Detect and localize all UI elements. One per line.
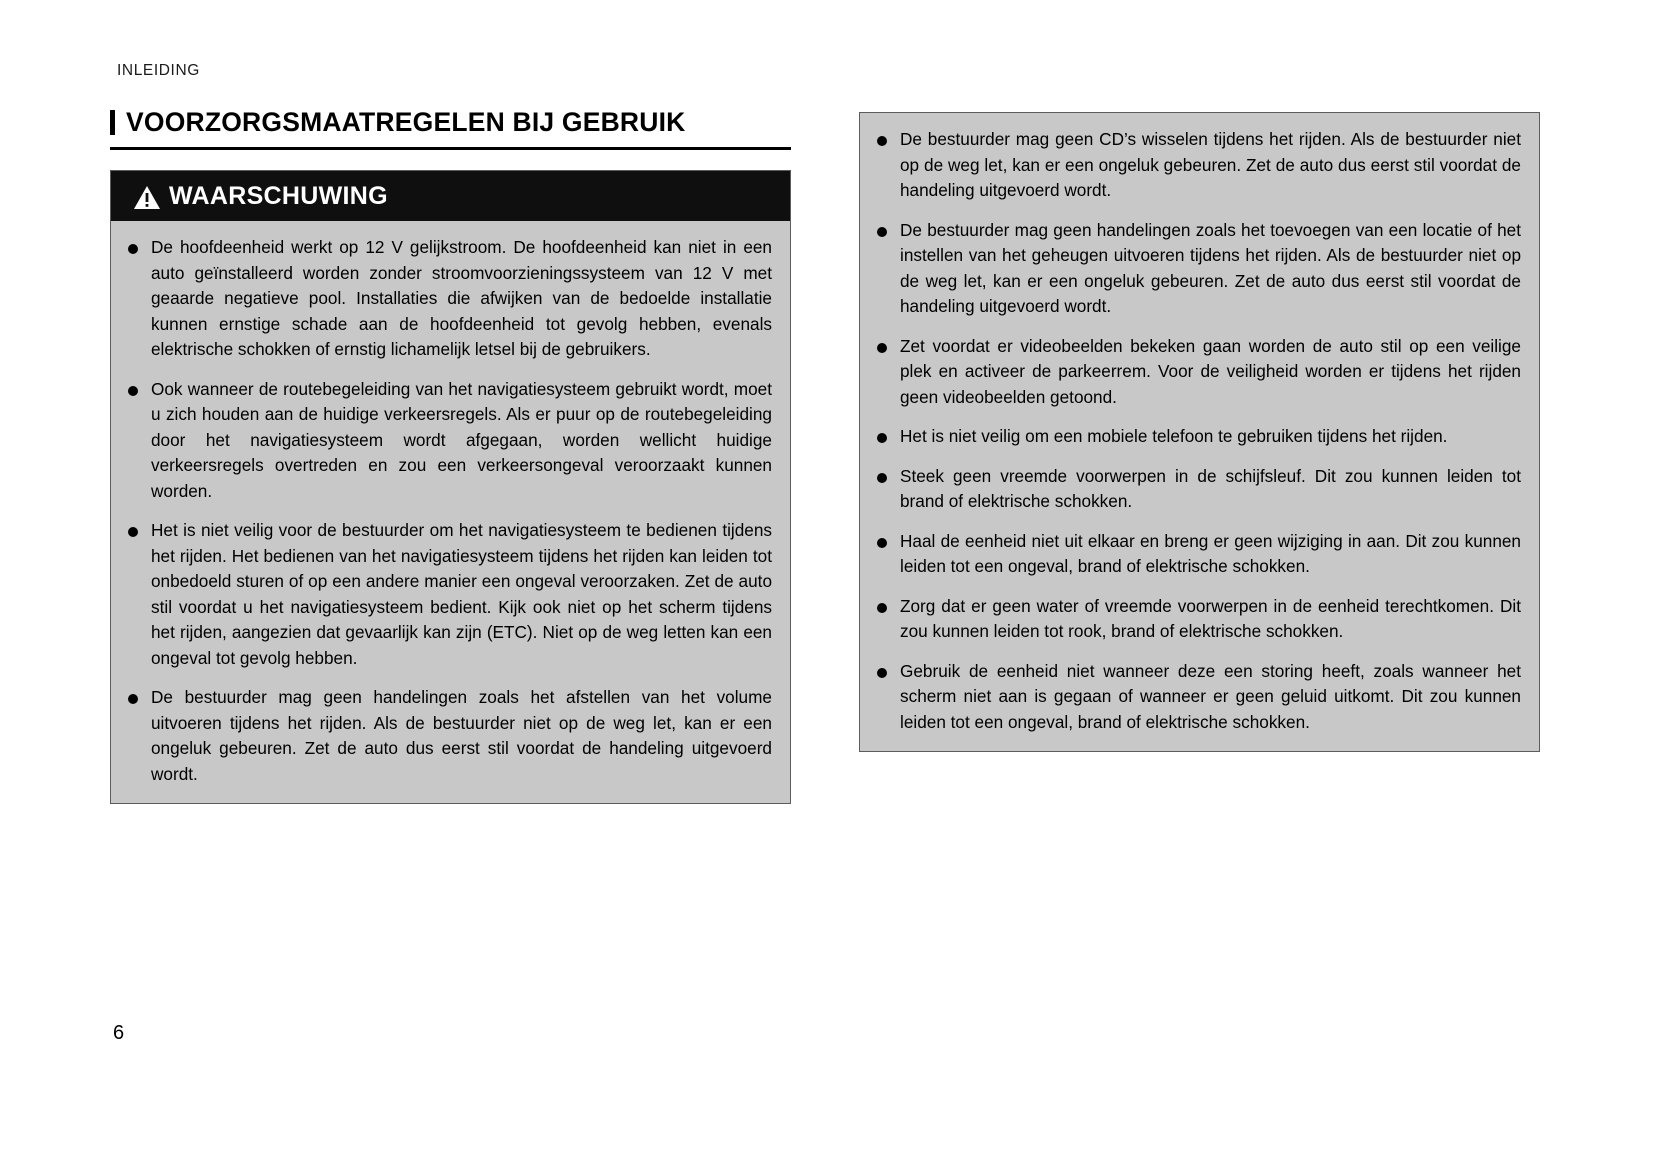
warning-title: WAARSCHUWING bbox=[169, 181, 388, 210]
list-item: Steek geen vreemde voorwerpen in de schijfsleuf. Dit zou kunnen leiden tot brand of elektrische schokken. bbox=[874, 464, 1521, 515]
list-item: De bestuurder mag geen handelingen zoals het toevoegen van een locatie of het instellen van het geheugen uitvoeren tijdens het rijden. Als de bestuurder niet op de weg let, kan er een ongeluk gebeuren. Zet de auto dus eerst stil voordat de handeling uitgevoerd wordt. bbox=[874, 218, 1521, 320]
warning-list bbox=[125, 235, 772, 787]
warning-header bbox=[111, 171, 790, 221]
list-item: De bestuurder mag geen CD’s wisselen tijdens het rijden. Als de bestuurder niet op de weg let, kan er een ongeluk gebeuren. Zet de auto dus eerst stil voordat de handeling uitgevoerd wordt. bbox=[874, 127, 1521, 204]
list-item: De bestuurder mag geen handelingen zoals het afstellen van het volume uitvoeren tijdens het rijden. Als de bestuurder niet op de weg let, kan er een ongeluk gebeuren. Zet de auto dus eerst stil voordat de handeling uitgevoerd wordt. bbox=[125, 685, 772, 787]
two-column-body bbox=[110, 108, 1540, 804]
list-item: Zet voordat er videobeelden bekeken gaan worden de auto stil op een veilige plek en activeer de parkeerrem. Voor de veiligheid worden er tijdens het rijden geen videobeelden getoond. bbox=[874, 334, 1521, 411]
list-item: De hoofdeenheid werkt op 12 V gelijkstroom. De hoofdeenheid kan niet in een auto geïnstalleerd worden zonder stroomvoorzieningssysteem van 12 V met geaarde negatieve pool. Installaties die afwijken van de bedoelde installatie kunnen ernstige schade aan de hoofdeenheid tot gevolg hebben, evenals elektrische schokken of ernstig lichamelijk letsel bij de gebruikers. bbox=[125, 235, 772, 363]
right-column bbox=[859, 108, 1540, 804]
page-number: 6 bbox=[113, 1022, 125, 1044]
list-item: Haal de eenheid niet uit elkaar en breng er geen wijziging in aan. Dit zou kunnen leiden tot een ongeval, brand of elektrische schokken. bbox=[874, 529, 1521, 580]
list-item: Gebruik de eenheid niet wanneer deze een storing heeft, zoals wanneer het scherm niet aan is gegaan of wanneer er geen geluid uitkomt. Dit zou kunnen leiden tot een ongeval, brand of elektrische schokken. bbox=[874, 659, 1521, 736]
list-item: Het is niet veilig voor de bestuurder om het navigatiesysteem te bedienen tijdens het rijden. Het bedienen van het navigatiesysteem tijdens het rijden kan leiden tot onbedoeld sturen of op een andere manier een ongeval veroorzaken. Zet de auto stil voordat u het navigatiesysteem bedient. Kijk ook niet op het scherm tijdens het rijden, aangezien dat gevaarlijk kan zijn (ETC). Niet op de weg letten kan een ongeval tot gevolg hebben. bbox=[125, 518, 772, 671]
page-title: VOORZORGSMAATREGELEN BIJ GEBRUIK bbox=[126, 107, 686, 137]
left-column bbox=[110, 108, 791, 804]
running-head: INLEIDING bbox=[117, 62, 200, 79]
warning-box bbox=[110, 170, 791, 804]
list-item: Ook wanneer de routebegeleiding van het navigatiesysteem gebruikt wordt, moet u zich houden aan de huidige verkeersregels. Als er puur op de routebegeleiding door het navigatiesysteem wordt afgegaan, worden wellicht huidige verkeersregels overtreden en zou een verkeersongeval veroorzaakt kunnen worden. bbox=[125, 377, 772, 505]
list-item: Zorg dat er geen water of vreemde voorwerpen in de eenheid terechtkomen. Dit zou kunnen leiden tot rook, brand of elektrische schokken. bbox=[874, 594, 1521, 645]
section-heading bbox=[110, 108, 791, 150]
list-item: Het is niet veilig om een mobiele telefoon te gebruiken tijdens het rijden. bbox=[874, 424, 1521, 450]
warning-list-continued bbox=[874, 127, 1521, 735]
warning-box-continued bbox=[859, 112, 1540, 752]
warning-triangle-icon bbox=[133, 185, 161, 210]
warning-body bbox=[111, 221, 790, 803]
